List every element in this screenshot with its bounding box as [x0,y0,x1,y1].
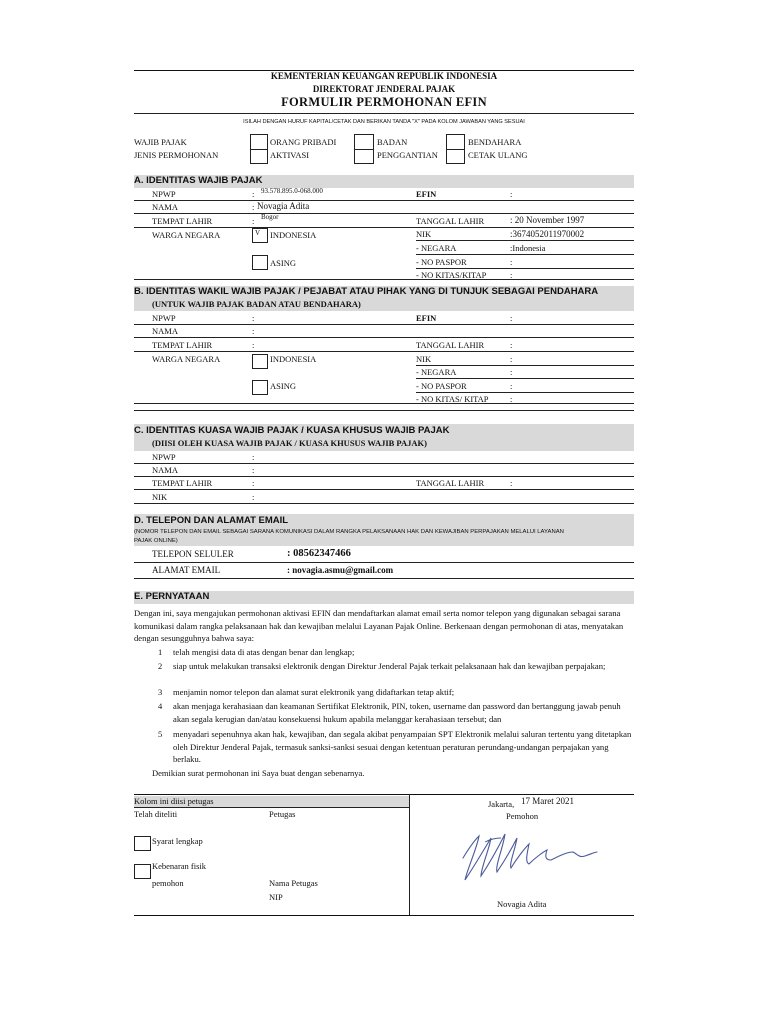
row-rule [416,268,634,269]
section-end-rule [134,279,634,280]
form-title: FORMULIR PERMOHONAN EFIN [281,95,487,109]
bendahara-checkbox[interactable] [446,134,465,150]
row-rule [416,240,634,241]
row-rule [134,200,634,201]
b-tempat-lahir-label: TEMPAT LAHIR [152,340,213,350]
title-rule [134,113,634,114]
c-npwp-colon: : [252,452,255,462]
statement-item-4-number: 4 [158,701,163,711]
a-tanggal-lahir-value[interactable]: : 20 November 1997 [510,215,585,225]
b-npwp-colon: : [252,313,255,323]
penggantian-label: PENGGANTIAN [377,150,438,160]
b-npwp-label: NPWP [152,313,176,323]
c-npwp-label: NPWP [152,452,176,462]
d-telepon-value[interactable]: : 08562347466 [287,548,351,559]
a-npwp-label: NPWP [152,189,176,199]
a-no-paspor-label: - NO PASPOR [416,257,467,267]
a-tempat-lahir-label: TEMPAT LAHIR [152,216,213,226]
section-a-title: A. IDENTITAS WAJIB PAJAK [134,175,263,186]
statement-item-2: siap untuk melakukan transaksi elektronik dengan Direktur Jenderal Pajak terkait pelaksanaan hak dan kewajiban perpajakan; [173,661,606,671]
a-negara-value[interactable]: :Indonesia [510,243,546,253]
telah-diteliti-label: Telah diteliti [134,809,178,819]
b-nama-label: NAMA [152,326,178,336]
c-nik-colon: : [252,492,255,502]
statement-item-2-number: 2 [158,661,163,671]
section-d-note-1: (NOMOR TELEPON DAN EMAIL SEBAGAI SARANA KOMUNIKASI DALAM RANGKA PELAKSANAAN HAK DAN KEWAJIBAN PERPAJAKAN MELALUI LAYANAN [134,529,564,535]
section-b-title: B. IDENTITAS WAKIL WAJIB PAJAK / PEJABAT ATAU PIHAK YANG DI TUNJUK SEBAGAI PENDAHARA [134,286,599,297]
bendahara-label: BENDAHARA [468,137,522,147]
row-rule [416,378,634,379]
c-tempat-lahir-colon: : [252,478,255,488]
c-nama-label: NAMA [152,465,178,475]
aktivasi-checkbox[interactable] [250,149,268,164]
footer-divider [409,794,410,915]
statement-intro: Dengan ini, saya mengajukan permohonan aktivasi EFIN dan mendaftarkan alamat email serta nomor telepon yang digunakan sebagai sarana komunikasi dalam rangka pelaksanaan hak dan kewajiban melalui Layanan Pajak Online. Berkenaan dengan permohonan di atas, menyatakan dengan sesungguhnya bahwa saya: [134,608,624,643]
a-no-paspor-colon: : [510,257,513,267]
kebenaran-fisik-label-2: pemohon [152,878,184,888]
a-asing-checkbox[interactable] [252,255,268,270]
section-end-rule [134,578,634,579]
row-rule [416,392,634,393]
section-c-title: C. IDENTITAS KUASA WAJIB PAJAK / KUASA KHUSUS WAJIB PAJAK [134,425,450,436]
b-nik-label: NIK [416,354,432,364]
statement-item-1-number: 1 [158,647,163,657]
a-nik-value[interactable]: :3674052011970002 [510,229,585,239]
c-tanggal-lahir-label: TANGGAL LAHIR [416,478,485,488]
officer-header: Kolom ini diisi petugas [134,796,214,806]
c-tempat-lahir-label: TEMPAT LAHIR [152,478,213,488]
b-warga-negara-label: WARGA NEGARA [152,354,221,364]
a-negara-label: - NEGARA [416,243,457,253]
section-d-title: D. TELEPON DAN ALAMAT EMAIL [134,515,289,526]
kebenaran-fisik-label: Kebenaran fisik [152,861,207,871]
section-c-subtitle: (DIISI OLEH KUASA WAJIB PAJAK / KUASA KHUSUS WAJIB PAJAK) [152,438,427,448]
badan-checkbox[interactable] [354,134,374,150]
jenis-permohonan-label: JENIS PERMOHONAN [134,150,219,160]
b-nik-colon: : [510,354,513,364]
row-rule [134,213,634,214]
d-telepon-label: TELEPON SELULER [152,549,234,559]
statement-closing: Demikian surat permohonan ini Saya buat dengan sebenarnya. [152,768,365,778]
a-nama-colon: : [252,202,255,212]
row-rule [134,476,634,477]
aktivasi-label: AKTIVASI [270,150,310,160]
b-indonesia-label: INDONESIA [270,354,317,364]
row-rule [416,365,634,366]
b-tanggal-lahir-label: TANGGAL LAHIR [416,340,485,350]
b-no-kitas-colon: : [510,394,513,404]
b-asing-checkbox[interactable] [252,380,268,395]
row-rule [416,254,634,255]
a-tanggal-lahir-label: TANGGAL LAHIR [416,216,485,226]
syarat-lengkap-checkbox[interactable] [134,836,151,851]
syarat-lengkap-label: Syarat lengkap [152,836,203,846]
d-email-value[interactable]: : novagia.asmu@gmail.com [287,565,394,575]
footer-top-rule [134,794,634,795]
a-nama-label: NAMA [152,202,178,212]
b-negara-colon: : [510,367,513,377]
statement-item-1: telah mengisi data di atas dengan benar dan lengkap; [173,647,355,657]
section-end-rule [134,503,634,504]
footer-bottom-rule [134,915,634,916]
statement-item-3-number: 3 [158,687,163,697]
section-d-note-2: PAJAK ONLINE) [134,538,178,544]
row-rule [134,351,634,352]
b-wni-checkbox[interactable] [252,354,268,369]
a-tempat-lahir-value[interactable]: Bogor [261,213,279,221]
orang-pribadi-label: ORANG PRIBADI [270,137,337,147]
pemohon-name: Novagia Adita [497,899,547,909]
c-tanggal-lahir-colon: : [510,478,513,488]
nip-label: NIP [269,892,283,902]
section-b-subtitle: (UNTUK WAJIB PAJAK BADAN ATAU BENDAHARA) [152,299,361,309]
a-wni-mark: V [255,229,261,237]
directorate-name: DIREKTORAT JENDERAL PAJAK [312,84,456,94]
a-no-kitas-colon: : [510,270,513,280]
pemohon-label: Pemohon [506,811,539,821]
b-asing-label: ASING [270,381,296,391]
b-no-paspor-colon: : [510,381,513,391]
a-warga-negara-label: WARGA NEGARA [152,230,221,240]
statement-item-5: menyadari sepenuhnya akan hak, kewajiban, dan segala akibat penyampaian SPT Elektronik melalui saluran tertentu yang ditetapkan oleh Direktur Jenderal Pajak, termasuk sanksi-sanksi sesuai dengan ketentuan peraturan perundang-undangan perpajakan yang berlaku. [173,729,632,764]
wajib-pajak-label: WAJIB PAJAK [134,137,187,147]
statement-item-5-number: 5 [158,729,163,739]
orang-pribadi-checkbox[interactable] [250,134,268,150]
cetak-ulang-checkbox[interactable] [446,149,465,164]
a-tempat-lahir-colon: : [252,216,255,226]
badan-label: BADAN [377,137,408,147]
b-tempat-lahir-colon: : [252,340,255,350]
a-efin-label: EFIN [416,189,437,199]
row-rule [134,403,634,404]
instruction-text: ISILAH DENGAN HURUF KAPITAL/CETAK DAN BERIKAN TANDA "X" PADA KOLOM JAWABAN YANG SESUAI [243,119,525,125]
penggantian-checkbox[interactable] [354,149,374,164]
a-asing-label: ASING [270,258,296,268]
a-npwp-value[interactable]: 93.578.895.0-068.000 [261,187,323,195]
c-nik-label: NIK [152,492,168,502]
row-rule [134,463,634,464]
a-efin-colon: : [510,189,513,199]
a-nik-label: NIK [416,229,432,239]
a-npwp-colon: : [252,189,255,199]
applicant-signature [455,818,605,888]
row-rule [134,227,634,228]
b-no-paspor-label: - NO PASPOR [416,381,467,391]
b-efin-label: EFIN [416,313,437,323]
b-negara-label: - NEGARA [416,367,457,377]
c-nama-colon: : [252,465,255,475]
kebenaran-fisik-checkbox[interactable] [134,864,151,879]
a-indonesia-label: INDONESIA [270,230,317,240]
section-end-rule [134,410,634,411]
d-email-label: ALAMAT EMAIL [152,565,221,575]
statement-item-3: menjamin nomor telepon dan alamat surat elektronik yang didaftarkan tetap aktif; [173,687,455,697]
nama-petugas-label: Nama Petugas [269,878,318,888]
a-no-kitas-label: - NO KITAS/KITAP [416,270,487,280]
a-nama-value[interactable]: Novagia Adita [257,201,310,211]
statement-item-4: akan menjaga kerahasiaan dan keamanan Sertifikat Elektronik, PIN, token, username dan password dan bertanggung jawab penuh akan segala kerugian dan/atau konsekuensi hukum apabila melanggar kerahasiaan tersebut; dan [173,701,621,724]
row-rule [134,337,634,338]
row-rule [134,324,634,325]
ministry-name: KEMENTERIAN KEUANGAN REPUBLIK INDONESIA [270,71,498,81]
row-rule [134,562,634,563]
row-rule [134,489,634,490]
b-nama-colon: : [252,326,255,336]
officer-header-rule [134,807,409,808]
section-e-title: E. PERNYATAAN [134,591,210,602]
place-label: Jakarta, [488,799,515,809]
b-tanggal-lahir-colon: : [510,340,513,350]
petugas-label: Petugas [269,809,296,819]
b-efin-colon: : [510,313,513,323]
signature-date[interactable]: 17 Maret 2021 [521,796,574,806]
cetak-ulang-label: CETAK ULANG [468,150,528,160]
b-no-kitas-label: - NO KITAS/ KITAP [416,394,489,404]
